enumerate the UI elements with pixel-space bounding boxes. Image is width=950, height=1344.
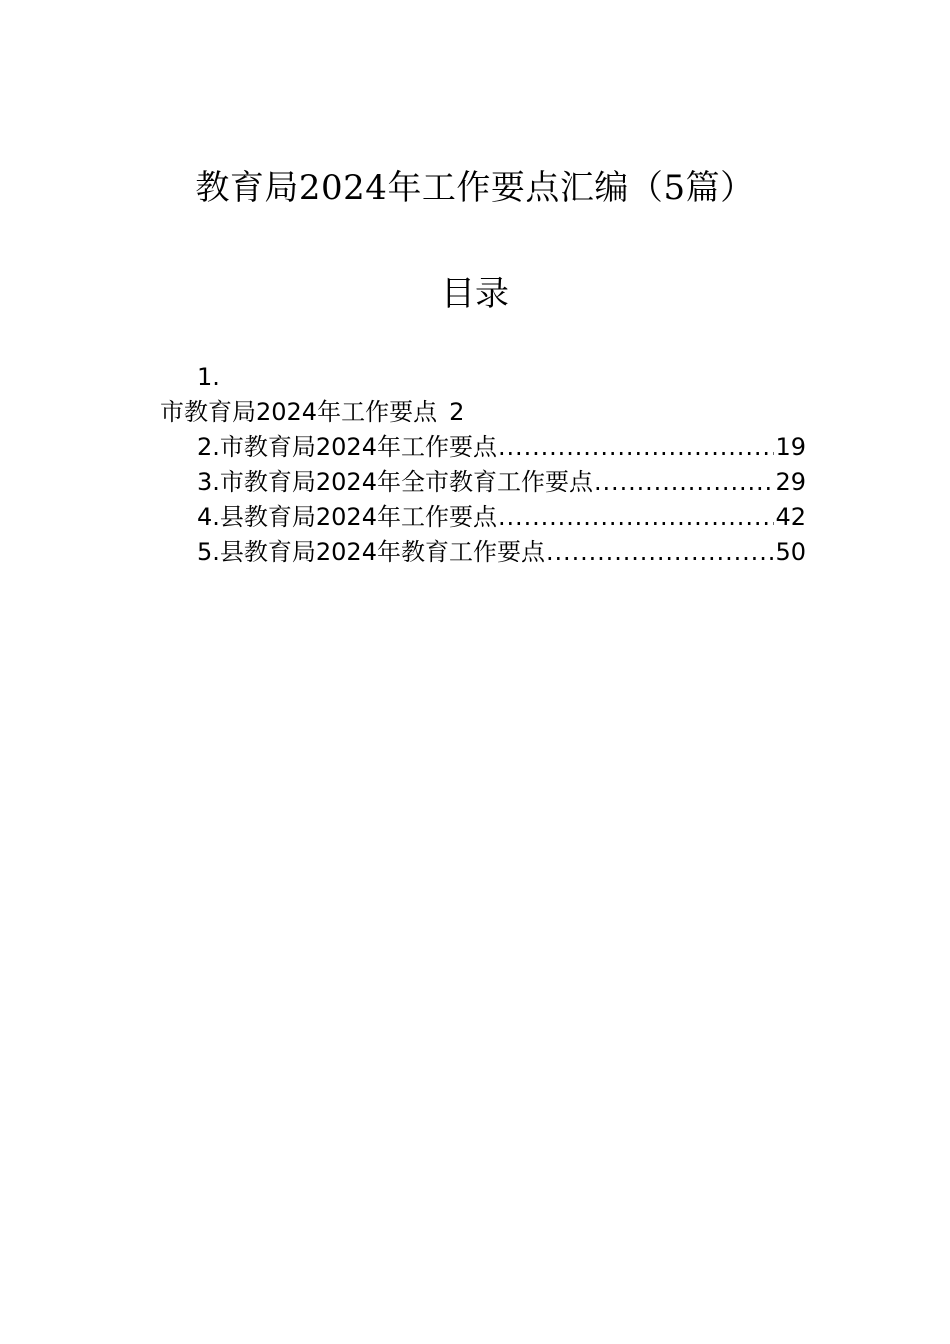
toc-item-3[interactable] xyxy=(197,465,806,499)
toc-item-1-number: 1. xyxy=(197,363,220,391)
toc-heading: 目录 xyxy=(441,274,509,314)
toc-item-page: 19 xyxy=(775,433,806,461)
dot-leader xyxy=(498,430,774,464)
toc-item-5[interactable] xyxy=(197,535,806,569)
dot-leader xyxy=(498,500,774,534)
toc-item-page: 42 xyxy=(775,503,806,531)
title-prefix: 教育局 xyxy=(195,168,299,208)
toc-item-1-page: 2 xyxy=(449,398,465,426)
toc-item-title: 2.市教育局2024年工作要点 xyxy=(197,433,497,461)
toc-item-page: 50 xyxy=(775,538,806,566)
document-title xyxy=(0,164,950,212)
toc-item-title: 5.县教育局2024年教育工作要点 xyxy=(197,538,545,566)
toc-item-page: 29 xyxy=(775,468,806,496)
toc-item-1[interactable] xyxy=(160,395,464,429)
toc-item-1-title: 市教育局2024年工作要点 xyxy=(160,398,438,426)
dot-leader xyxy=(546,535,774,569)
toc-item-2[interactable] xyxy=(197,430,806,464)
title-suffix: 年工作要点汇编（ xyxy=(387,168,664,208)
title-year: 2024 xyxy=(298,168,388,208)
title-end: 篇） xyxy=(685,168,755,208)
title-count: 5 xyxy=(663,168,686,208)
dot-leader xyxy=(594,465,774,499)
toc-item-title: 3.市教育局2024年全市教育工作要点 xyxy=(197,468,593,496)
toc-item-title: 4.县教育局2024年工作要点 xyxy=(197,503,497,531)
toc-item-4[interactable] xyxy=(197,500,806,534)
